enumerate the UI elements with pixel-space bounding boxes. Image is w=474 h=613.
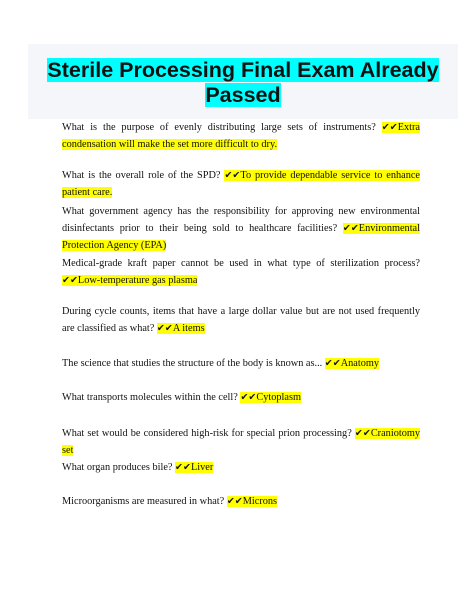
double-check-icon: ✔✔ xyxy=(224,170,241,181)
answer-text: Craniotomy set xyxy=(62,428,421,456)
question-text: What organ produces bile? xyxy=(62,462,173,473)
double-check-icon: ✔✔ xyxy=(175,462,191,473)
answer-highlight xyxy=(175,462,213,473)
answer-highlight xyxy=(325,358,379,369)
question-text: What set would be considered high-risk for special prion processing? xyxy=(62,428,352,439)
qa-item xyxy=(62,255,420,289)
question-text: The science that studies the structure of the body is known as... xyxy=(62,358,323,369)
question-text: What is the purpose of evenly distributing large sets of instruments? xyxy=(62,122,376,133)
qa-item xyxy=(62,355,420,372)
qa-item xyxy=(62,303,420,337)
answer-text: Liver xyxy=(190,462,214,473)
answer-text: A items xyxy=(172,323,205,334)
title-header xyxy=(28,44,458,119)
answer-highlight xyxy=(227,496,277,507)
qa-item xyxy=(62,167,420,201)
double-check-icon: ✔✔ xyxy=(156,323,173,334)
answer-text: Cytoplasm xyxy=(256,392,301,403)
question-text: Microorganisms are measured in what? xyxy=(62,496,225,507)
question-text: What is the overall role of the SPD? xyxy=(62,170,221,181)
double-check-icon: ✔✔ xyxy=(226,496,243,507)
question-text: What transports molecules within the cell? xyxy=(62,392,238,403)
answer-highlight xyxy=(157,323,205,334)
answer-highlight xyxy=(62,275,197,286)
question-text: Medical-grade kraft paper cannot be used in what type of sterilization process? xyxy=(62,258,420,269)
answer-text: Environmental Protection Agency (EPA) xyxy=(62,223,420,251)
double-check-icon: ✔✔ xyxy=(62,275,78,286)
qa-item xyxy=(62,493,420,510)
answer-text: Anatomy xyxy=(340,358,380,369)
qa-item xyxy=(62,203,420,254)
document-title-line-1: Sterile Processing Final Exam Already xyxy=(47,58,439,82)
answer-text: To provide dependable service to enhance patient care. xyxy=(62,170,420,198)
answer-highlight xyxy=(240,392,301,403)
question-text: During cycle counts, items that have a large dollar value but are not used frequently are classified as what? xyxy=(62,306,420,334)
answer-text: Extra condensation will make the set more difficult to dry. xyxy=(62,122,420,150)
answer-text: Microns xyxy=(242,496,278,507)
question-text: What government agency has the responsibility for approving new environmental disinfectants prior to their being sold to healthcare facilities? xyxy=(62,206,420,234)
qa-item xyxy=(62,389,420,406)
double-check-icon: ✔✔ xyxy=(240,392,257,403)
qa-item xyxy=(62,425,420,459)
answer-text: Low-temperature gas plasma xyxy=(77,275,198,286)
double-check-icon: ✔✔ xyxy=(324,358,341,369)
qa-item xyxy=(62,119,420,153)
double-check-icon: ✔✔ xyxy=(354,428,371,439)
double-check-icon: ✔✔ xyxy=(342,223,359,234)
document-title-line-2: Passed xyxy=(205,83,281,107)
double-check-icon: ✔✔ xyxy=(381,122,398,133)
qa-item xyxy=(62,459,420,476)
